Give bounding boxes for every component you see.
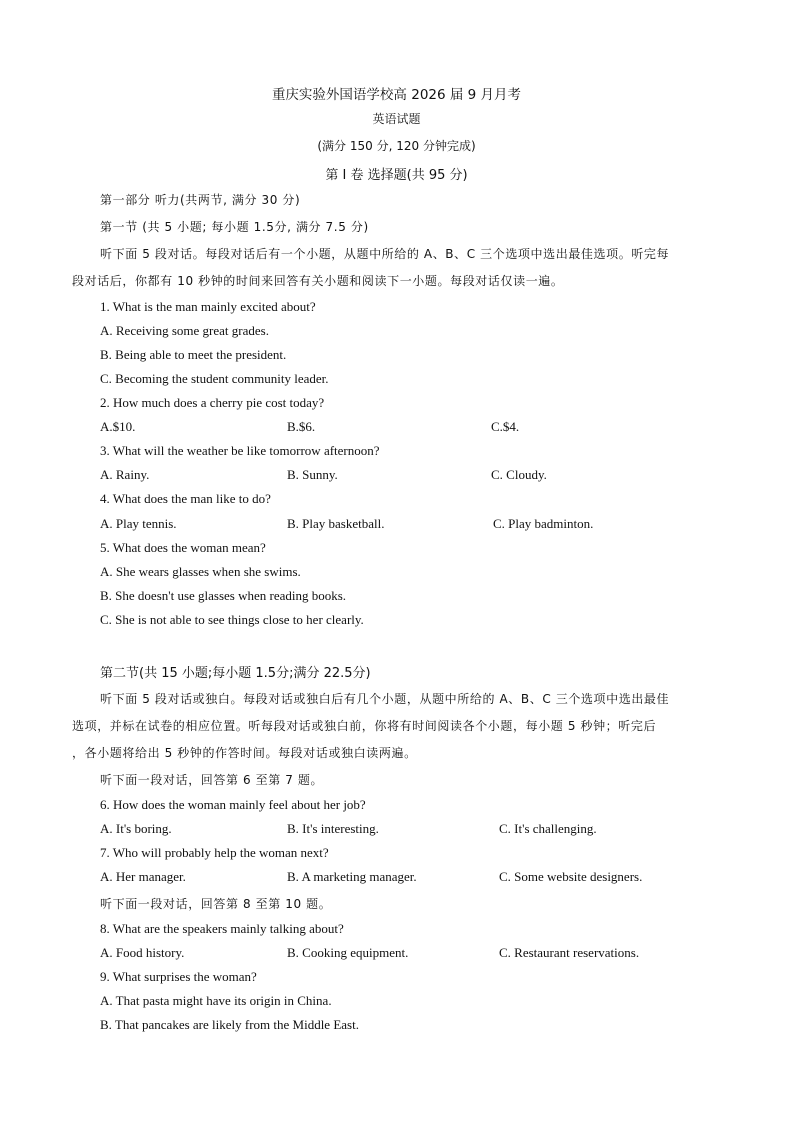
section1-instruction-line1: 听下面 5 段对话。每段对话后有一个小题，从题中所给的 A、B、C 三个选项中选出最佳选项。听完每 (100, 247, 670, 261)
question-8-option-a: A. Food history. (100, 945, 185, 960)
question-5-option-b: B. She doesn't use glasses when reading books. (100, 588, 347, 603)
question-7-option-c: C. Some website designers. (499, 869, 643, 884)
question-9-stem: 9. What surprises the woman? (100, 969, 257, 984)
question-4-option-c: C. Play badminton. (493, 516, 594, 531)
question-2-option-b: B.$6. (287, 419, 316, 434)
question-1-option-b: B. Being able to meet the president. (100, 347, 287, 362)
question-1-option-a: A. Receiving some great grades. (100, 323, 269, 338)
question-4-option-a: A. Play tennis. (100, 516, 177, 531)
question-2-option-c: C.$4. (491, 419, 520, 434)
question-2-stem: 2. How much does a cherry pie cost today? (100, 395, 325, 410)
section1-title: 第一节 (共 5 小题; 每小题 1.5分, 满分 7.5 分) (100, 220, 369, 234)
question-3-stem: 3. What will the weather be like tomorrow afternoon? (100, 443, 380, 458)
question-1-stem: 1. What is the man mainly excited about? (100, 299, 316, 314)
question-6-option-b: B. It's interesting. (287, 821, 379, 836)
question-5-option-c: C. She is not able to see things close to her clearly. (100, 612, 364, 627)
question-1-option-c: C. Becoming the student community leader. (100, 371, 329, 386)
question-3-option-a: A. Rainy. (100, 467, 150, 482)
section1-instruction-line2: 段对话后，你都有 10 秒钟的时间来回答有关小题和阅读下一小题。每段对话仅读一遍。 (72, 274, 564, 288)
question-8-option-c: C. Restaurant reservations. (499, 945, 640, 960)
dialogue-note-8-10: 听下面一段对话，回答第 8 至第 10 题。 (100, 897, 332, 911)
question-3-option-c: C. Cloudy. (491, 467, 547, 482)
question-6-option-c: C. It's challenging. (499, 821, 597, 836)
dialogue-note-6-7: 听下面一段对话，回答第 6 至第 7 题。 (100, 773, 324, 787)
volume-title: 第 I 卷 选择题(共 95 分) (325, 168, 468, 183)
section2-instruction-line2: 选项，并标在试卷的相应位置。听每段对话或独白前，你将有时间阅读各个小题，每小题 5 秒钟；听完后 (72, 719, 657, 733)
section2-instruction-line1: 听下面 5 段对话或独白。每段对话或独白后有几个小题，从题中所给的 A、B、C 三个选项中选出最佳 (100, 692, 670, 706)
question-6-option-a: A. It's boring. (100, 821, 172, 836)
question-4-option-b: B. Play basketball. (287, 516, 385, 531)
question-5-option-a: A. She wears glasses when she swims. (100, 564, 301, 579)
question-9-option-a: A. That pasta might have its origin in China. (100, 993, 332, 1008)
school-title: 重庆实验外国语学校高 2026 届 9 月月考 (271, 87, 522, 103)
question-4-stem: 4. What does the man like to do? (100, 491, 271, 506)
question-8-stem: 8. What are the speakers mainly talking about? (100, 921, 344, 936)
score-note: (满分 150 分, 120 分钟完成) (317, 139, 476, 153)
subject-title: 英语试题 (372, 112, 421, 126)
question-3-option-b: B. Sunny. (287, 467, 338, 482)
question-7-option-b: B. A marketing manager. (287, 869, 417, 884)
question-8-option-b: B. Cooking equipment. (287, 945, 409, 960)
part1-title: 第一部分 听力(共两节, 满分 30 分) (100, 193, 301, 207)
question-6-stem: 6. How does the woman mainly feel about her job? (100, 797, 366, 812)
question-9-option-b: B. That pancakes are likely from the Middle East. (100, 1017, 359, 1032)
question-7-stem: 7. Who will probably help the woman next? (100, 845, 329, 860)
section2-title: 第二节(共 15 小题;每小题 1.5分;满分 22.5分) (100, 666, 371, 681)
question-7-option-a: A. Her manager. (100, 869, 186, 884)
question-2-option-a: A.$10. (100, 419, 136, 434)
question-5-stem: 5. What does the woman mean? (100, 540, 266, 555)
section2-instruction-line3: ，各小题将给出 5 秒钟的作答时间。每段对话或独白读两遍。 (72, 746, 417, 760)
